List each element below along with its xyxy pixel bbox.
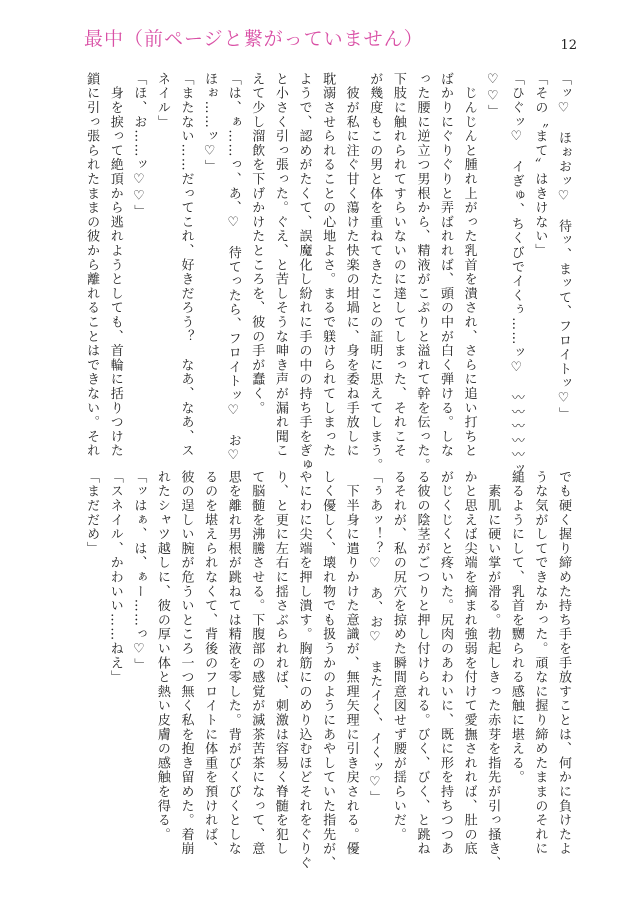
text-line: 思を離れ男根が跳ねては精液を零した。背がびくびくとしな xyxy=(225,470,241,857)
text-line: る彼の陰茎がごつりと押し付けられる。びく、びく、と跳ね xyxy=(414,470,430,857)
text-line: 彼が私に注ぐ甘く蕩けた快楽の坩堝に、身を委ね手放しに xyxy=(343,72,359,459)
text-line: 「またない……だってこれ、好きだろう？ なあ、なあ、ス xyxy=(178,72,194,459)
text-line: 縋るようにして、乳首を嬲られる感触に堪える。 xyxy=(508,470,524,785)
text-line: 耽溺させられることの心地よさ。まるで躾けられてしまった xyxy=(320,72,336,459)
text-line: 「ぅあッ！？♡ あ、お♡ またイく、イくッ♡」 xyxy=(367,470,383,805)
lower-text-block xyxy=(84,470,575,871)
text-line: しく優しく、壊れ物でも扱うかのようにあやしていた指先が、 xyxy=(320,470,336,871)
text-line: て脳髄を沸騰させる。下腹部の感覚が滅茶苦茶になって、意 xyxy=(249,470,265,857)
text-line: 鎖に引っ張られたままの彼から離れることはできない。それ xyxy=(84,72,100,459)
text-line: り、と更に左右に揺さぶられれば、刺激は容易く脊髄を犯し xyxy=(272,470,288,857)
text-line: 下半身に遣りかけた意識が、無理矢理に引き戻される。優 xyxy=(343,470,359,857)
text-line: った腰に逆立つ男根から、精液がこぷりと溢れて幹を伝った。 xyxy=(414,72,430,473)
text-line: でも硬く握り締めた持ち手を手放すことは、何かに負けたよ xyxy=(556,470,571,857)
text-line: 「スネイル、かわいい……ねえ」 xyxy=(107,470,123,685)
text-line: 「は、ぁ……っ、あ、♡ 待てったら、フロイトッ♡ お♡ xyxy=(225,72,241,465)
text-line: えて少し溜飲を下げかけたところを、彼の手が蠢く。 xyxy=(249,72,265,416)
text-line: 「その〝まて〟はきけない」 xyxy=(532,72,548,258)
text-line: ネイル」 xyxy=(154,72,170,130)
upper-text-block xyxy=(84,72,575,477)
text-line: やにわに尖端を押し潰す。胸筋にのめり込むほどそれをぐりぐ xyxy=(296,470,312,871)
text-line: 素肌に硬い掌が滑る。勃起しきった赤芽を指先が引っ掻き、 xyxy=(485,470,501,871)
page-number: 12 xyxy=(560,38,577,53)
text-line: と小さく引っ張った。ぐえ、と苦しそうな呻き声が漏れ聞こ xyxy=(272,72,288,459)
text-line: かと思えば尖端を摘まれ強弱を付けて愛撫されれば、肚の底 xyxy=(461,470,477,857)
text-line: うな気がしてできなかった。頑なに握り締めたままのそれに xyxy=(532,470,548,857)
text-line: るそれが、私の尻穴を掠めた瞬間意図せず腰が揺らいだ。 xyxy=(390,470,406,842)
text-line: 身を捩って絶頂から逃れようとしても、首輪に括りつけた xyxy=(107,72,123,459)
text-line: るのを堪えられなくて、背後のフロイトに体重を預ければ、 xyxy=(202,470,218,857)
text-line: ばかりにぐりぐりと弄ばれれば、頭の中が白く弾ける。しな xyxy=(438,72,454,459)
text-line: ほぉ……ッ♡」 xyxy=(202,72,218,175)
text-line: がじくじくと疼いた。尻肉のあわいに、既に形を持ちつつあ xyxy=(438,470,454,857)
text-line: ようで、認めがたくて、誤魔化し紛れに手の中の持ち手をぎゅ xyxy=(296,72,312,473)
text-line: 「ッ♡ ほぉおッ♡ 待ッ、まッて、フロイトッ♡」 xyxy=(556,72,571,422)
text-line: 「ほ、お……ッ♡♡」 xyxy=(131,72,147,219)
page-header-title: 最中（前ページと繋がっていません） xyxy=(84,28,424,50)
text-line: 「まだだめ」 xyxy=(84,470,100,556)
text-line: れたシャツ越しに、彼の厚い体と熱い皮膚の感触を得る。 xyxy=(154,470,170,842)
text-line: じんじんと腫れ上がった乳首を潰され、さらに追い打ちと xyxy=(461,72,477,459)
text-line: 下肢に触れられてすらいないのに達してしまった、それこそ xyxy=(390,72,406,459)
text-line: が幾度もこの男と体を重ねてきたことの証明に思えてしまう。 xyxy=(367,72,383,473)
text-line: ♡♡」 xyxy=(485,72,501,119)
text-line: 「ひぐッ♡ イぎゅ、ちくびでイくぅ……ッ♡ 〰〰〰〰〰ッ xyxy=(508,72,524,477)
text-line: 「ッはぁ、は、ぁー……っ♡」 xyxy=(131,470,147,673)
text-line: 彼の逞しい腕が危ういところ一つ無く私を抱き留めた。着崩 xyxy=(178,470,194,857)
